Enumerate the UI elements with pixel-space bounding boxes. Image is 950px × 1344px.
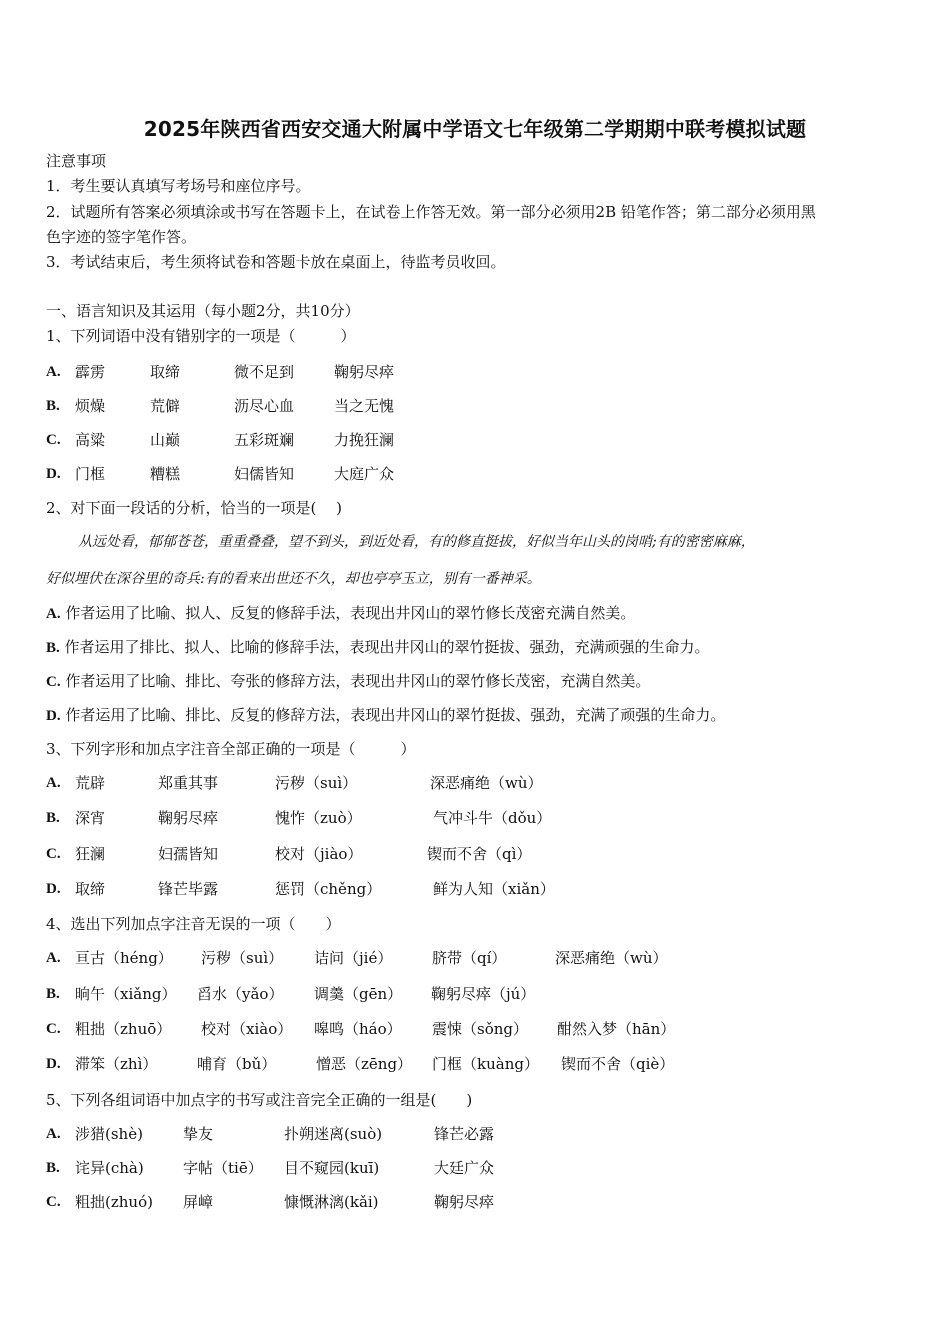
option-word: 污秽（suì） <box>201 949 284 967</box>
option-word: 挚友 <box>183 1125 214 1143</box>
option-word: 诘问（jié） <box>314 949 393 967</box>
option-word: 当之无愧 <box>334 397 395 415</box>
option-word: 高粱 <box>75 431 106 449</box>
option-letter: C. <box>46 432 61 448</box>
option-word: 脐带（qí） <box>432 949 507 967</box>
option-word: 亘古（héng） <box>75 949 173 967</box>
option-text: 作者运用了比喻、拟人、反复的修辞手法，表现出井冈山的翠竹修长茂密充满自然美。 <box>65 604 636 622</box>
option-word: 粗拙(zhuó) <box>75 1193 153 1211</box>
question-2-option-c <box>46 671 650 692</box>
option-letter: A. <box>46 775 61 791</box>
option-word: 调羹（gēn） <box>314 985 403 1003</box>
option-word: 校对（jiào） <box>275 845 363 863</box>
option-letter: C. <box>46 846 61 862</box>
option-word: 取缔 <box>75 880 106 898</box>
option-word: 妇儒皆知 <box>234 465 295 483</box>
option-word: 鞠躬尽瘁 <box>434 1193 495 1211</box>
option-word: 取缔 <box>150 363 181 381</box>
option-letter: C. <box>46 1194 61 1210</box>
option-text: 作者运用了比喻、排比、夸张的修辞方法，表现出井冈山的翠竹修长茂密，充满自然美。 <box>65 672 651 690</box>
option-word: 扑朔迷离(suò) <box>284 1125 383 1143</box>
page-title: 2025年陕西省西安交通大附属中学语文七年级第二学期期中联考模拟试题 <box>143 117 807 141</box>
question-1-stem: 1、下列词语中没有错别字的一项是（ ） <box>46 327 356 345</box>
option-word: 门框（kuàng） <box>432 1055 539 1073</box>
option-word: 惩罚（chěng） <box>275 880 382 898</box>
option-word: 屏嶂 <box>183 1193 214 1211</box>
option-letter: B. <box>46 810 60 826</box>
option-word: 舀水（yǎo） <box>197 985 284 1003</box>
passage-line-1: 从远处看，郁郁苍苍，重重叠叠，望不到头，到近处看，有的修直挺拔，好似当年山头的岗哨;有的密密麻麻， <box>78 534 755 550</box>
option-word: 微不足到 <box>234 363 295 381</box>
option-word: 憎恶（zēng） <box>316 1055 413 1073</box>
option-word: 锋芒毕露 <box>158 880 219 898</box>
option-letter: D. <box>46 466 61 482</box>
option-letter: A. <box>46 364 61 380</box>
option-letter: B. <box>46 398 60 414</box>
option-word: 锲而不舍（qiè） <box>561 1055 675 1073</box>
question-2-stem: 2、对下面一段话的分析，恰当的一项是( ) <box>46 499 343 517</box>
option-word: 诧异(chà) <box>75 1159 144 1177</box>
notice-item-1: 1．考生要认真填写考场号和座位序号。 <box>46 177 311 195</box>
option-letter: C. <box>46 674 61 690</box>
option-text: 作者运用了比喻、排比、反复的修辞方法，表现出井冈山的翠竹挺拔、强劲，充满了顽强的生命力。 <box>65 706 726 724</box>
option-word: 鞠躬尽瘁 <box>158 809 219 827</box>
notice-heading: 注意事项 <box>46 152 107 170</box>
option-word: 荒僻 <box>150 397 181 415</box>
option-word: 鞠躬尽瘁 <box>334 363 395 381</box>
option-word: 深恶痛绝（wù） <box>430 774 543 792</box>
option-letter: C. <box>46 1021 61 1037</box>
option-word: 大庭广众 <box>334 465 395 483</box>
option-word: 污秽（suì） <box>275 774 358 792</box>
notice-item-2-continued: 色字迹的签字笔作答。 <box>46 228 197 246</box>
option-word: 力挽狂澜 <box>334 431 395 449</box>
option-word: 慷慨淋漓(kǎi) <box>284 1193 379 1211</box>
option-letter: B. <box>46 1160 60 1176</box>
option-word: 目不窥园(kuī) <box>284 1159 380 1177</box>
question-2-option-a <box>46 603 635 624</box>
option-word: 哺育（bǔ） <box>197 1055 277 1073</box>
option-letter: D. <box>46 1056 61 1072</box>
option-word: 鲜为人知（xiǎn） <box>433 880 555 898</box>
option-word: 酣然入梦（hān） <box>557 1020 676 1038</box>
option-word: 粗拙（zhuō） <box>75 1020 172 1038</box>
option-word: 字帖（tiē） <box>183 1159 263 1177</box>
notice-item-2: 2．试题所有答案必须填涂或书写在答题卡上，在试卷上作答无效。第一部分必须用2B 铅笔作答；第二部分必须用黑 <box>46 203 816 221</box>
option-word: 气冲斗牛（dǒu） <box>433 809 552 827</box>
option-word: 烦燥 <box>75 397 106 415</box>
option-letter: B. <box>46 986 60 1002</box>
option-letter: B. <box>46 640 60 656</box>
option-letter: D. <box>46 708 61 724</box>
option-word: 愧怍（zuò） <box>275 809 362 827</box>
option-word: 滞笨（zhì） <box>75 1055 158 1073</box>
option-word: 霹雳 <box>75 363 106 381</box>
option-word: 狂澜 <box>75 845 106 863</box>
question-4-stem: 4、选出下列加点字注音无误的一项（ ） <box>46 915 341 933</box>
option-letter: D. <box>46 881 61 897</box>
option-word: 锲而不舍（qì） <box>427 845 532 863</box>
question-5-stem: 5、下列各组词语中加点字的书写或注音完全正确的一组是( ) <box>46 1091 473 1109</box>
option-word: 门框 <box>75 465 106 483</box>
question-2-option-b <box>46 637 710 658</box>
option-letter: A. <box>46 950 61 966</box>
option-word: 妇孺皆知 <box>158 845 219 863</box>
option-word: 校对（xiào） <box>201 1020 293 1038</box>
option-word: 震悚（sǒng） <box>432 1020 528 1038</box>
option-word: 大廷广众 <box>434 1159 495 1177</box>
question-3-stem: 3、下列字形和加点字注音全部正确的一项是（ ） <box>46 740 416 758</box>
option-word: 糟糕 <box>150 465 181 483</box>
option-word: 山巅 <box>150 431 181 449</box>
option-word: 五彩斑斓 <box>234 431 295 449</box>
passage-line-2: 好似埋伏在深谷里的奇兵:有的看来出世还不久，却也亭亭玉立，别有一番神采。 <box>46 571 541 587</box>
section-heading: 一、语言知识及其运用（每小题2分，共10分） <box>46 302 360 320</box>
option-word: 荒辟 <box>75 774 106 792</box>
question-2-option-d <box>46 705 725 726</box>
option-word: 锋芒必露 <box>434 1125 495 1143</box>
option-word: 深宵 <box>75 809 106 827</box>
option-word: 晌午（xiǎng） <box>75 985 177 1003</box>
option-word: 嗥鸣（háo） <box>314 1020 402 1038</box>
option-letter: A. <box>46 606 61 622</box>
option-text: 作者运用了排比、拟人、比喻的修辞手法，表现出井冈山的翠竹挺拔、强劲，充满顽强的生命力。 <box>64 638 710 656</box>
option-word: 郑重其事 <box>158 774 219 792</box>
option-word: 沥尽心血 <box>234 397 295 415</box>
option-word: 鞠躬尽瘁（jú） <box>431 985 536 1003</box>
option-word: 涉猎(shè) <box>75 1125 143 1143</box>
option-letter: A. <box>46 1126 61 1142</box>
notice-item-3: 3．考试结束后，考生须将试卷和答题卡放在桌面上，待监考员收回。 <box>46 253 506 271</box>
option-word: 深恶痛绝（wù） <box>555 949 668 967</box>
